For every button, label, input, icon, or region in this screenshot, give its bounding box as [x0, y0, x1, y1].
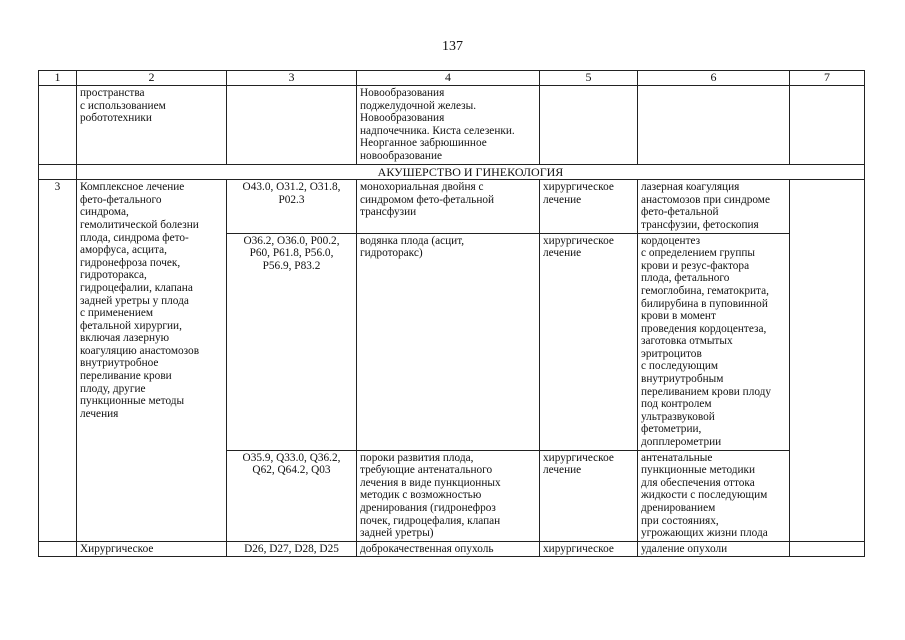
cell-text-line: Новообразования	[360, 87, 445, 99]
cell-text-line: антенатальные	[641, 451, 713, 464]
cell-text-line: аморфуса, асцита,	[80, 244, 167, 257]
medical-care-table	[38, 70, 865, 557]
model-cell	[357, 86, 540, 165]
header-cell: 1	[39, 71, 77, 86]
treatment-cell	[540, 450, 638, 541]
section-title: АКУШЕРСТВО И ГИНЕКОЛОГИЯ	[77, 164, 865, 180]
name-cell	[77, 86, 227, 165]
cell-text-line: для обеспечения оттока	[641, 476, 755, 489]
cell-text-line: с определением группы	[641, 247, 756, 260]
cell-text-line: с применением	[80, 307, 154, 320]
number-cell	[39, 86, 77, 165]
cell-text-line: гидроторакс)	[360, 247, 423, 260]
header-cell: 5	[540, 71, 638, 86]
cell-text-line: лечение	[543, 193, 582, 206]
cell-text-line: крови и резус-фактора	[641, 259, 750, 272]
cell-text-line: трансфузии, фетоскопия	[641, 218, 759, 231]
cell-text-line: фетометрии,	[641, 423, 702, 436]
cell-text-line: плода, синдрома фето-	[80, 231, 189, 244]
cell-text-line: P60, P61.8, P56.0,	[249, 247, 334, 260]
header-cell: 4	[357, 71, 540, 86]
cell-text-line: эритроцитов	[641, 347, 702, 360]
cell-text-line: лечения	[80, 407, 119, 420]
header-cell: 7	[790, 71, 865, 86]
cell-text-line: дренированием	[641, 502, 716, 514]
cell-text-line: гемолитической болезни	[80, 218, 199, 231]
cell-text-line: гидроторакса,	[80, 269, 147, 282]
cell-text-line: включая лазерную	[80, 332, 170, 345]
number-cell	[39, 541, 77, 557]
cell-text-line: P56.9, P83.2	[262, 259, 321, 272]
continuation-row	[39, 86, 865, 165]
cell-text-line: ультразвуковой	[641, 410, 715, 423]
method-cell	[638, 233, 790, 450]
cell-text-line: хирургическое	[543, 451, 614, 464]
cell-text-line: надпочечника. Киста селезенки.	[360, 124, 515, 137]
cell-text-line: хирургическое	[543, 181, 614, 194]
treatment-cell: хирургическое	[540, 541, 638, 557]
cell-text-line: Q62, Q64.2, Q03	[252, 464, 331, 477]
section-row	[39, 164, 865, 180]
cell-text-line: хирургическое	[543, 234, 614, 247]
treatment-cell	[540, 86, 638, 165]
cell-text-line: водянка плода (асцит,	[360, 234, 465, 247]
cell-text-line: монохориальная двойня с	[360, 181, 484, 194]
cell-text-line: фетальной хирургии,	[80, 319, 182, 332]
codes-cell	[227, 233, 357, 450]
header-cell: 3	[227, 71, 357, 86]
model-cell	[357, 233, 540, 450]
cell-text-line: переливанием крови плоду	[641, 385, 772, 398]
method-cell	[638, 450, 790, 541]
cell-text-line: задней уретры)	[360, 527, 434, 540]
cell-text-line: трансфузии	[360, 206, 417, 219]
cell-text-line: коагуляцию анастомозов	[80, 344, 200, 357]
header-cell: 6	[638, 71, 790, 86]
method-cell: удаление опухоли	[638, 541, 790, 557]
method-cell	[638, 86, 790, 165]
cell-text-line: гемоглобина, гематокрита,	[641, 284, 769, 297]
cell-text-line: плода, фетального	[641, 272, 730, 285]
cell-text-line: лечение	[543, 247, 582, 260]
cell-text-line: проведения кордоцентеза,	[641, 322, 767, 335]
model-cell	[357, 450, 540, 541]
treatment-cell	[540, 233, 638, 450]
cell-text-line: при состояниях,	[641, 514, 719, 527]
section-blank-cell	[39, 164, 77, 180]
cell-text-line: лечения в виде пункционных	[360, 476, 501, 489]
header-row	[39, 71, 865, 86]
treatment-cell	[540, 180, 638, 233]
cell-text-line: кордоцентез	[641, 234, 701, 247]
cell-text-line: с последующим	[641, 360, 719, 373]
cell-text-line: лазерная коагуляция	[641, 181, 740, 194]
cell-text-line: задней уретры у плода	[80, 294, 189, 307]
cell-text-line: внутриутробным	[641, 373, 724, 386]
name-cell: Хирургическое	[77, 541, 227, 557]
cell-text-line: P02.3	[278, 193, 305, 206]
cell-text-line: почек, гидроцефалия, клапан	[360, 514, 501, 527]
cell-text-line: гидроцефалии, клапана	[80, 281, 193, 294]
cell-text-line: заготовка отмытых	[641, 335, 733, 348]
cell-text-line: O35.9, Q33.0, Q36.2,	[242, 451, 341, 464]
cell-text-line: Неорганное забрюшинное	[360, 137, 487, 150]
cell-text-line: билирубина в пуповинной	[641, 297, 768, 310]
cell-text-line: фето-фетальной	[641, 206, 719, 219]
cell-text-line: переливание крови	[80, 370, 172, 383]
cell-text-line: поджелудочной железы.	[360, 99, 477, 112]
codes-cell	[227, 180, 357, 233]
codes-cell	[227, 450, 357, 541]
cell-text-line: Новообразования	[360, 112, 445, 125]
cell-text-line: пространства	[80, 87, 145, 99]
model-cell: доброкачественная опухоль	[357, 541, 540, 557]
cell-text-line: угрожающих жизни плода	[641, 527, 768, 540]
cell-text-line: требующие антенатального	[360, 464, 493, 477]
cell-text-line: пункционные методы	[80, 395, 185, 408]
cell-text-line: гидронефроза почек,	[80, 256, 181, 269]
model-cell	[357, 180, 540, 233]
cell-text-line: с использованием	[80, 99, 166, 112]
header-cell: 2	[77, 71, 227, 86]
cell-text-line: O36.2, O36.0, P00.2,	[243, 234, 340, 247]
cell-text-line: жидкости с последующим	[641, 489, 768, 502]
cell-text-line: Комплексное лечение	[80, 181, 185, 194]
name-cell	[77, 180, 227, 542]
page-number: 137	[442, 39, 463, 54]
group-row	[39, 180, 865, 233]
cell-text-line: синдромом фето-фетальной	[360, 193, 495, 206]
cell-text-line: допплерометрии	[641, 436, 722, 449]
cost-cell	[790, 180, 865, 542]
cell-text-line: новообразование	[360, 149, 443, 162]
cell-text-line: пункционные методики	[641, 464, 756, 477]
cost-cell	[790, 86, 865, 165]
method-cell	[638, 180, 790, 233]
cell-text-line: крови в момент	[641, 310, 716, 323]
number-cell: 3	[39, 180, 77, 542]
cost-cell	[790, 541, 865, 557]
cell-text-line: анастомозов при синдроме	[641, 193, 770, 206]
cell-text-line: пороки развития плода,	[360, 451, 474, 464]
cell-text-line: методик с возможностью	[360, 489, 482, 502]
cell-text-line: внутриутробное	[80, 357, 159, 370]
cell-text-line: дренирования (гидронефроз	[360, 502, 496, 514]
cell-text-line: робототехники	[80, 112, 152, 125]
cell-text-line: фето-фетального	[80, 193, 162, 206]
last-row	[39, 541, 865, 557]
cell-text-line: O43.0, O31.2, O31.8,	[242, 181, 341, 194]
cell-text-line: синдрома,	[80, 206, 129, 219]
cell-text-line: плоду, другие	[80, 382, 146, 395]
cell-text-line: под контролем	[641, 398, 712, 411]
codes-cell	[227, 86, 357, 165]
cell-text-line: лечение	[543, 464, 582, 477]
codes-cell: D26, D27, D28, D25	[227, 541, 357, 557]
